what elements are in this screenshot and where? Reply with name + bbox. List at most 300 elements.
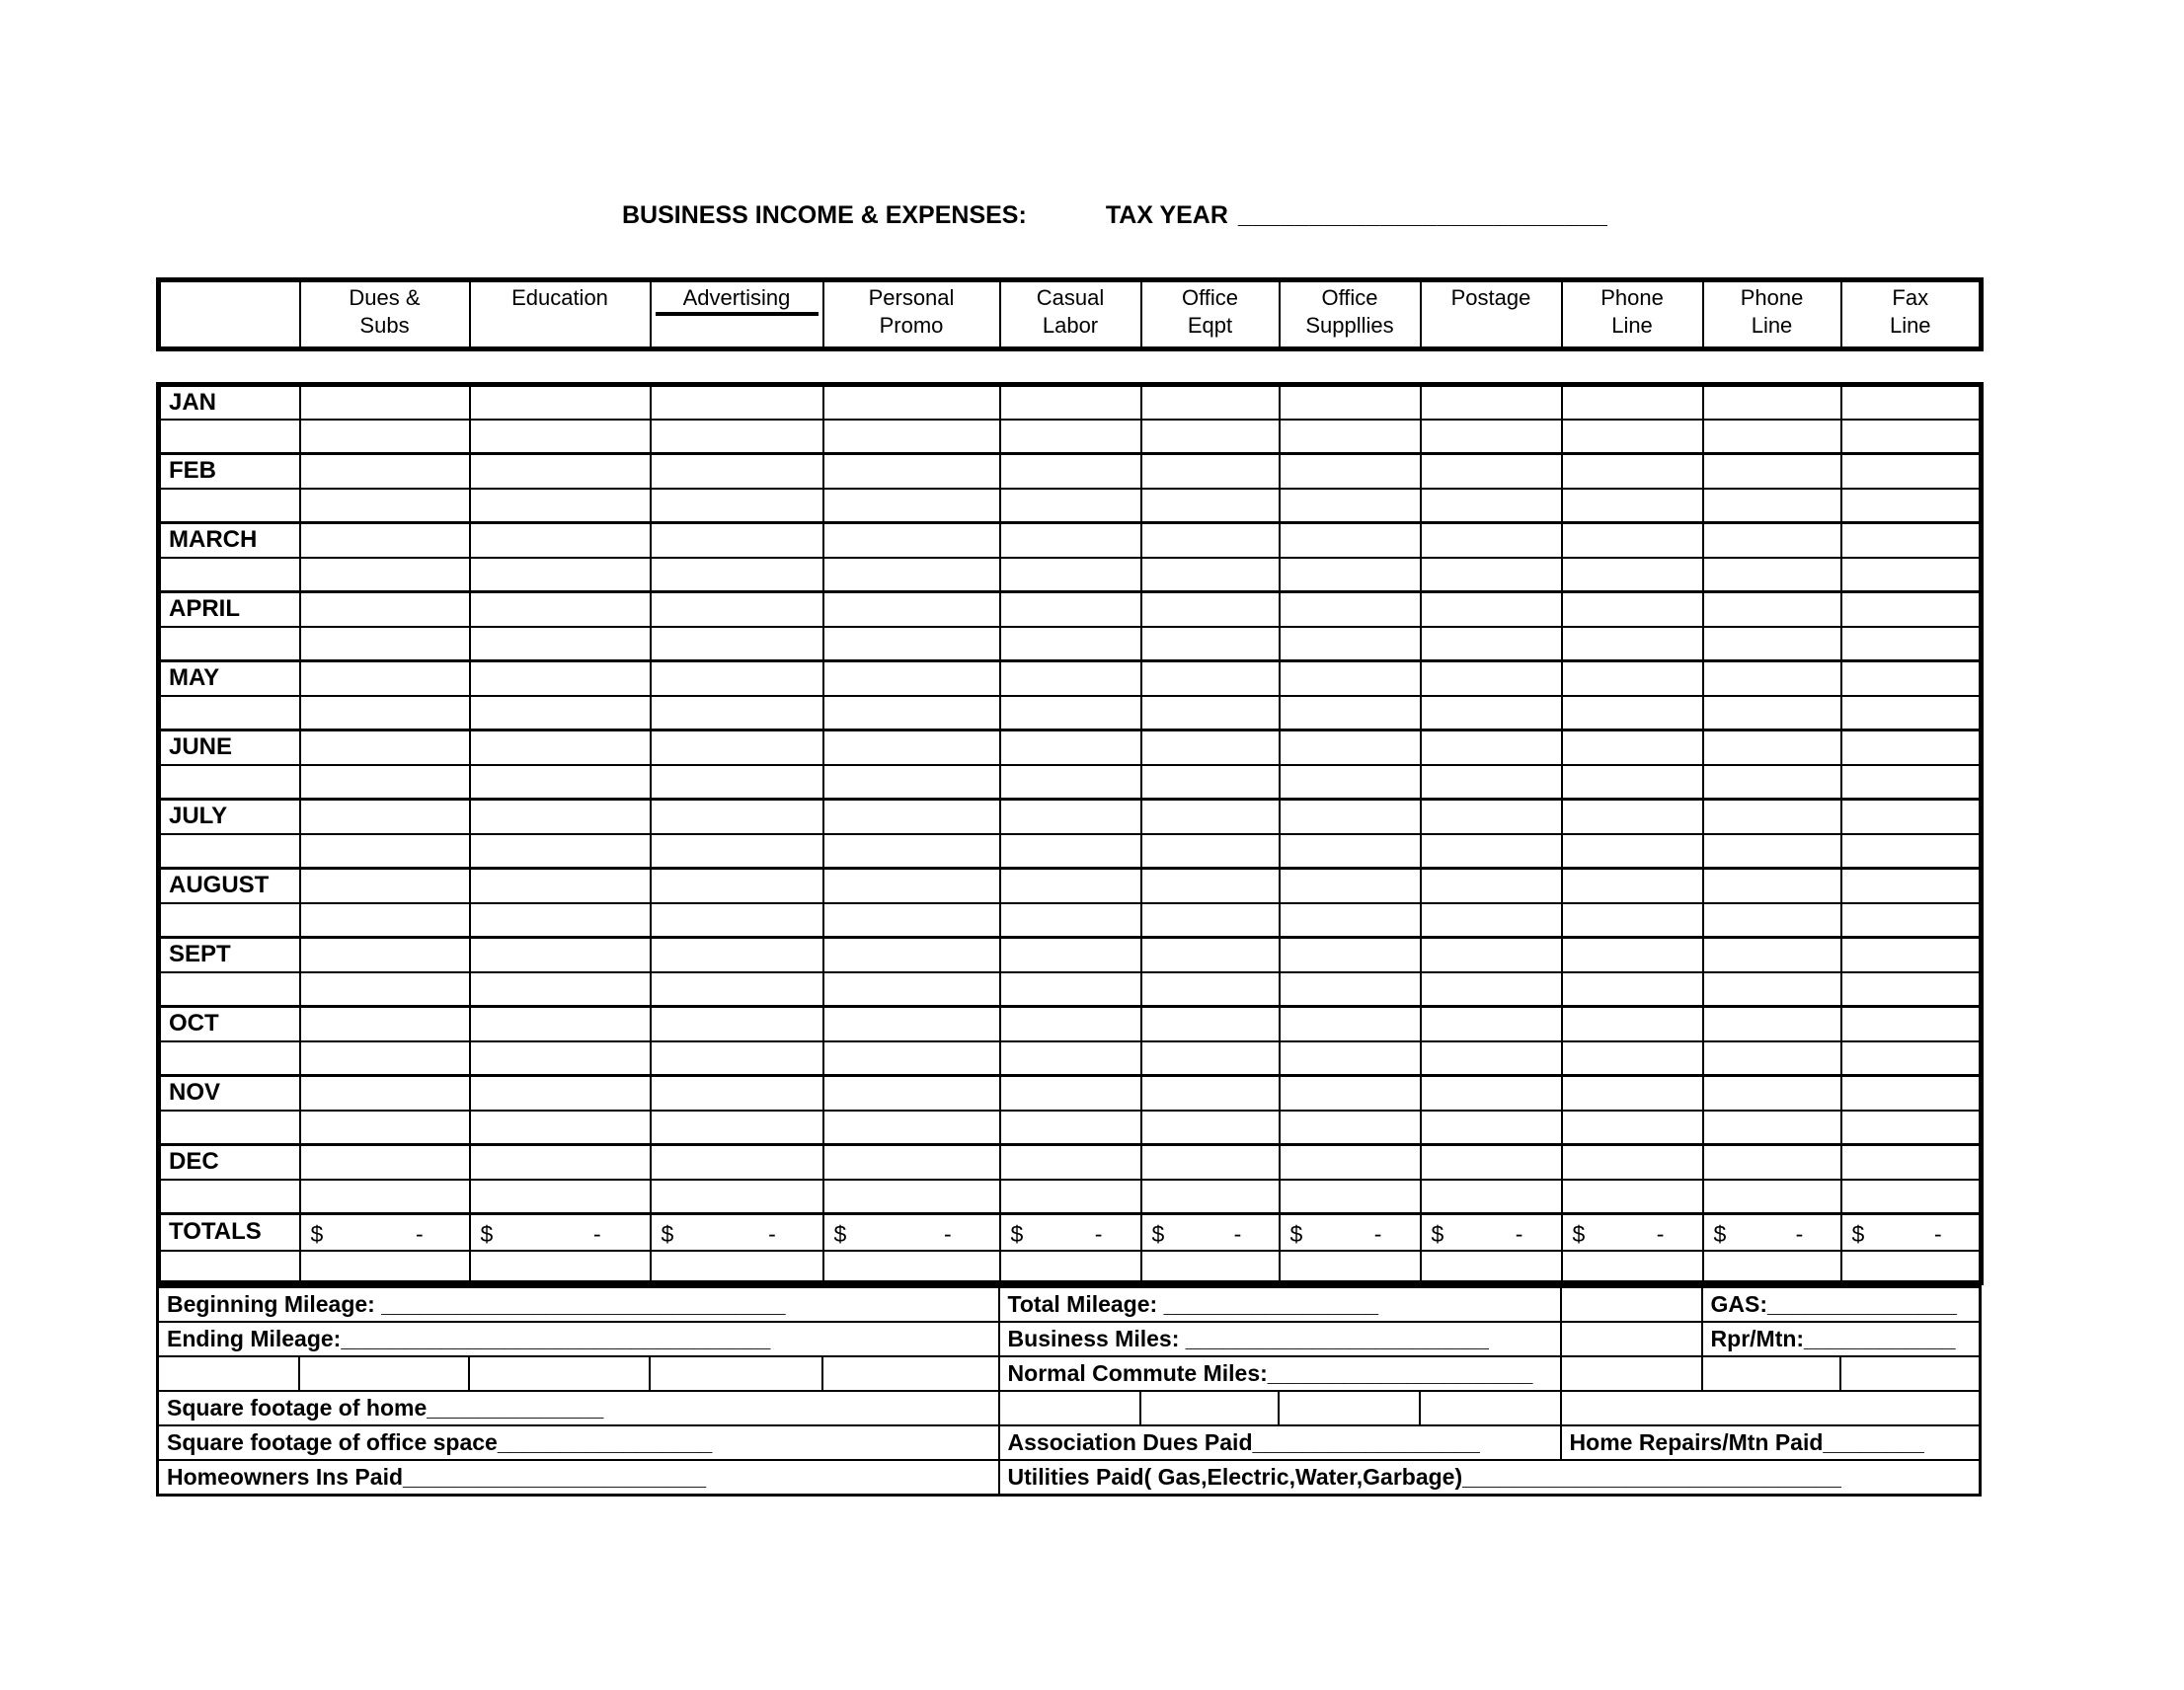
grid-cell xyxy=(1141,730,1280,765)
grid-cell xyxy=(1703,1076,1841,1111)
blank-row xyxy=(159,1251,1982,1283)
grid-cell xyxy=(1703,800,1841,834)
currency-symbol: $ xyxy=(480,1220,494,1247)
month-label: FEB xyxy=(159,454,300,489)
currency-symbol: $ xyxy=(1151,1220,1165,1247)
grid-cell xyxy=(1000,1007,1141,1041)
grid-cell xyxy=(1703,454,1841,489)
totals-row xyxy=(159,1214,1982,1251)
title-row xyxy=(622,201,1607,230)
grid-cell xyxy=(1841,800,1982,834)
grid-cell xyxy=(300,834,470,869)
column-header-dues-subs xyxy=(300,280,470,349)
column-header-line1: Office xyxy=(1321,285,1378,310)
column-header-office-eqpt xyxy=(1141,280,1280,349)
grid-cell xyxy=(1421,1145,1562,1180)
month-subrow xyxy=(159,1111,1982,1145)
grid-cell xyxy=(1141,1145,1280,1180)
empty-cell xyxy=(1561,1322,1702,1356)
month-subrow xyxy=(159,903,1982,938)
month-label: JULY xyxy=(159,800,300,834)
total-value: - xyxy=(592,1220,601,1247)
column-header-line1: Phone xyxy=(1740,285,1804,310)
grid-cell xyxy=(1703,558,1841,592)
month-label: MAY xyxy=(159,661,300,696)
grid-cell xyxy=(1000,1251,1141,1283)
grid-cell xyxy=(823,903,1000,938)
grid-cell xyxy=(1421,1007,1562,1041)
column-header-line2: Subs xyxy=(359,313,410,338)
grid-cell xyxy=(1562,1251,1703,1283)
beginning-mileage-field: Beginning Mileage: ________________________________ xyxy=(158,1287,999,1323)
empty-cell xyxy=(1420,1391,1561,1425)
grid-cell xyxy=(1280,869,1421,903)
grid-cell xyxy=(1841,869,1982,903)
month-label: APRIL xyxy=(159,592,300,627)
grid-cell xyxy=(1703,627,1841,661)
empty-cell xyxy=(1140,1391,1279,1425)
grid-cell xyxy=(651,730,823,765)
grid-cell xyxy=(651,385,823,420)
grid-cell xyxy=(1562,489,1703,523)
empty-cell xyxy=(299,1356,469,1391)
grid-cell xyxy=(159,1180,300,1214)
grid-cell xyxy=(300,1251,470,1283)
grid-cell xyxy=(651,1111,823,1145)
grid-cell xyxy=(1703,489,1841,523)
normal-commute-miles-field: Normal Commute Miles:_____________________ xyxy=(999,1356,1561,1391)
grid-cell xyxy=(1421,765,1562,800)
grid-cell xyxy=(823,489,1000,523)
grid-cell xyxy=(1280,1076,1421,1111)
column-header-line1: Dues & xyxy=(349,285,421,310)
column-header-line2: Eqpt xyxy=(1187,313,1233,338)
grid-cell xyxy=(1421,1111,1562,1145)
grid-cell xyxy=(1421,1180,1562,1214)
grid-cell xyxy=(823,627,1000,661)
month-row xyxy=(159,592,1982,627)
column-header-line2: Promo xyxy=(879,313,944,338)
grid-cell xyxy=(300,420,470,454)
grid-cell xyxy=(1280,800,1421,834)
total-value: - xyxy=(1656,1220,1665,1247)
grid-cell xyxy=(1141,800,1280,834)
grid-cell xyxy=(1141,523,1280,558)
grid-cell xyxy=(1562,523,1703,558)
month-label: JUNE xyxy=(159,730,300,765)
currency-symbol: $ xyxy=(1851,1220,1865,1247)
currency-symbol: $ xyxy=(1431,1220,1444,1247)
grid-cell xyxy=(1141,696,1280,730)
grid-cell xyxy=(1280,592,1421,627)
grid-cell xyxy=(1280,558,1421,592)
corner-cell xyxy=(159,280,300,349)
total-cell xyxy=(1280,1214,1421,1251)
empty-cell xyxy=(999,1391,1140,1425)
grid-cell xyxy=(300,696,470,730)
total-cell xyxy=(300,1214,470,1251)
grid-cell xyxy=(651,420,823,454)
empty-cell xyxy=(1279,1391,1420,1425)
grid-cell xyxy=(1841,454,1982,489)
grid-cell xyxy=(1280,385,1421,420)
grid-cell xyxy=(470,420,651,454)
month-subrow xyxy=(159,558,1982,592)
grid-cell xyxy=(1141,454,1280,489)
grid-cell xyxy=(1703,523,1841,558)
grid-cell xyxy=(159,627,300,661)
grid-cell xyxy=(470,489,651,523)
grid-cell xyxy=(470,385,651,420)
ending-mileage-field: Ending Mileage:__________________________________ xyxy=(158,1322,999,1356)
grid-cell xyxy=(823,972,1000,1007)
grid-cell xyxy=(1703,385,1841,420)
empty-cell xyxy=(822,1356,999,1391)
month-label: AUGUST xyxy=(159,869,300,903)
grid-cell xyxy=(1421,1041,1562,1076)
grid-cell xyxy=(1421,834,1562,869)
grid-cell xyxy=(159,903,300,938)
grid-cell xyxy=(1421,869,1562,903)
grid-cell xyxy=(1841,834,1982,869)
column-header-advertising xyxy=(651,280,823,349)
grid-cell xyxy=(1000,1111,1141,1145)
grid-cell xyxy=(1000,420,1141,454)
grid-cell xyxy=(1841,903,1982,938)
month-row xyxy=(159,1007,1982,1041)
column-header-line1: Personal xyxy=(868,285,955,310)
grid-cell xyxy=(1562,1145,1703,1180)
month-subrow xyxy=(159,1041,1982,1076)
currency-symbol: $ xyxy=(1289,1220,1303,1247)
month-subrow xyxy=(159,1180,1982,1214)
grid-cell xyxy=(1280,834,1421,869)
grid-cell xyxy=(1280,972,1421,1007)
grid-cell xyxy=(1703,869,1841,903)
empty-cell xyxy=(1561,1391,1981,1425)
grid-cell xyxy=(1841,1251,1982,1283)
grid-cell xyxy=(470,869,651,903)
total-value: - xyxy=(944,1220,952,1247)
empty-cell xyxy=(1561,1356,1702,1391)
empty-cell xyxy=(469,1356,650,1391)
month-row xyxy=(159,523,1982,558)
grid-cell xyxy=(1141,1180,1280,1214)
grid-cell xyxy=(300,1041,470,1076)
column-header-line1: Education xyxy=(511,285,608,310)
currency-symbol: $ xyxy=(833,1220,847,1247)
total-value: - xyxy=(1795,1220,1804,1247)
grid-cell xyxy=(1562,972,1703,1007)
grid-cell xyxy=(300,489,470,523)
footer-row-mileage-2 xyxy=(158,1322,1981,1356)
column-header-line1: Office xyxy=(1181,285,1239,310)
grid-cell xyxy=(1703,1145,1841,1180)
grid-cell xyxy=(470,938,651,972)
footer-row-sqft-home xyxy=(158,1391,1981,1425)
grid-cell xyxy=(1421,730,1562,765)
header-row xyxy=(159,280,1982,349)
grid-cell xyxy=(823,1076,1000,1111)
grid-cell xyxy=(823,385,1000,420)
grid-cell xyxy=(1000,938,1141,972)
grid-cell xyxy=(1703,903,1841,938)
grid-cell xyxy=(1841,489,1982,523)
grid-cell xyxy=(1141,972,1280,1007)
grid-cell xyxy=(1000,696,1141,730)
grid-cell xyxy=(1703,1111,1841,1145)
grid-cell xyxy=(1562,730,1703,765)
month-row xyxy=(159,869,1982,903)
grid-cell xyxy=(823,869,1000,903)
month-subrow xyxy=(159,627,1982,661)
grid-cell xyxy=(1141,903,1280,938)
grid-cell xyxy=(1000,1145,1141,1180)
grid-cell xyxy=(1703,1041,1841,1076)
grid-cell xyxy=(1000,385,1141,420)
column-header-office-supplies xyxy=(1280,280,1421,349)
month-label: MARCH xyxy=(159,523,300,558)
grid-cell xyxy=(651,661,823,696)
month-subrow xyxy=(159,834,1982,869)
footer-row-insurance-utilities xyxy=(158,1460,1981,1496)
grid-cell xyxy=(300,1007,470,1041)
grid-cell xyxy=(1280,1145,1421,1180)
currency-symbol: $ xyxy=(1713,1220,1727,1247)
grid-cell xyxy=(1703,661,1841,696)
total-cell xyxy=(1000,1214,1141,1251)
grid-cell xyxy=(1841,696,1982,730)
tax-year-blank-line: __________________________ xyxy=(1237,201,1608,229)
grid-cell xyxy=(1562,454,1703,489)
grid-cell xyxy=(823,1111,1000,1145)
grid-cell xyxy=(1562,558,1703,592)
grid-cell xyxy=(1000,523,1141,558)
square-footage-office-field: Square footage of office space_________________ xyxy=(158,1425,999,1460)
grid-cell xyxy=(823,1180,1000,1214)
grid-cell xyxy=(1703,1180,1841,1214)
month-label: OCT xyxy=(159,1007,300,1041)
grid-cell xyxy=(470,834,651,869)
column-header-line1: Postage xyxy=(1450,285,1531,310)
grid-cell xyxy=(1703,592,1841,627)
grid-cell xyxy=(1421,1076,1562,1111)
grid-cell xyxy=(1703,972,1841,1007)
grid-cell xyxy=(1141,1111,1280,1145)
grid-cell xyxy=(823,765,1000,800)
grid-cell xyxy=(1141,420,1280,454)
grid-cell xyxy=(159,489,300,523)
grid-cell xyxy=(823,696,1000,730)
grid-cell xyxy=(823,800,1000,834)
grid-cell xyxy=(1562,420,1703,454)
grid-cell xyxy=(1703,420,1841,454)
column-header-line2: Line xyxy=(1889,313,1931,338)
grid-cell xyxy=(1562,938,1703,972)
total-value: - xyxy=(1094,1220,1103,1247)
grid-cell xyxy=(651,696,823,730)
grid-cell xyxy=(159,420,300,454)
empty-cell xyxy=(1702,1356,1840,1391)
grid-cell xyxy=(1703,696,1841,730)
grid-cell xyxy=(1841,1111,1982,1145)
grid-cell xyxy=(300,730,470,765)
grid-cell xyxy=(1280,765,1421,800)
grid-cell xyxy=(1280,1180,1421,1214)
month-row xyxy=(159,1076,1982,1111)
grid-cell xyxy=(1562,696,1703,730)
grid-cell xyxy=(300,972,470,1007)
currency-symbol: $ xyxy=(1572,1220,1586,1247)
grid-cell xyxy=(1000,627,1141,661)
grid-cell xyxy=(823,730,1000,765)
grid-cell xyxy=(1000,730,1141,765)
grid-cell xyxy=(1000,800,1141,834)
grid-cell xyxy=(651,558,823,592)
grid-cell xyxy=(1000,558,1141,592)
grid-cell xyxy=(470,1111,651,1145)
grid-cell xyxy=(823,938,1000,972)
column-header-casual-labor xyxy=(1000,280,1141,349)
total-cell xyxy=(470,1214,651,1251)
grid-cell xyxy=(1421,558,1562,592)
grid-cell xyxy=(823,1041,1000,1076)
month-label: DEC xyxy=(159,1145,300,1180)
column-header-line1: Fax xyxy=(1892,285,1929,310)
grid-cell xyxy=(823,454,1000,489)
grid-cell xyxy=(1280,489,1421,523)
monthly-expense-grid xyxy=(156,382,1984,1285)
grid-cell xyxy=(1562,834,1703,869)
column-header-line2: Labor xyxy=(1042,313,1099,338)
grid-cell xyxy=(1141,869,1280,903)
grid-cell xyxy=(823,661,1000,696)
grid-cell xyxy=(1841,627,1982,661)
grid-cell xyxy=(651,454,823,489)
grid-cell xyxy=(1000,972,1141,1007)
grid-cell xyxy=(651,1007,823,1041)
grid-cell xyxy=(159,558,300,592)
grid-cell xyxy=(470,972,651,1007)
total-value: - xyxy=(768,1220,776,1247)
grid-cell xyxy=(470,800,651,834)
grid-cell xyxy=(1841,1145,1982,1180)
grid-cell xyxy=(1562,869,1703,903)
rpr-mtn-field: Rpr/Mtn:____________ xyxy=(1702,1322,1981,1356)
grid-cell xyxy=(159,1251,300,1283)
grid-cell xyxy=(1703,730,1841,765)
grid-cell xyxy=(1141,1251,1280,1283)
grid-cell xyxy=(1841,523,1982,558)
grid-cell xyxy=(1562,627,1703,661)
column-header-line2: Line xyxy=(1751,313,1793,338)
grid-cell xyxy=(1000,661,1141,696)
grid-cell xyxy=(300,1145,470,1180)
total-value: - xyxy=(1373,1220,1382,1247)
grid-cell xyxy=(300,869,470,903)
grid-cell xyxy=(823,1007,1000,1041)
grid-cell xyxy=(651,938,823,972)
grid-cell xyxy=(159,1111,300,1145)
grid-cell xyxy=(300,454,470,489)
month-row xyxy=(159,661,1982,696)
grid-cell xyxy=(651,972,823,1007)
grid-cell xyxy=(1841,420,1982,454)
empty-cell xyxy=(650,1356,822,1391)
grid-cell xyxy=(823,420,1000,454)
grid-cell xyxy=(1841,1007,1982,1041)
grid-cell xyxy=(300,627,470,661)
grid-cell xyxy=(1421,800,1562,834)
total-value: - xyxy=(1933,1220,1942,1247)
month-row xyxy=(159,454,1982,489)
grid-cell xyxy=(1000,834,1141,869)
grid-cell xyxy=(1421,903,1562,938)
total-cell xyxy=(651,1214,823,1251)
grid-cell xyxy=(300,385,470,420)
grid-cell xyxy=(1000,592,1141,627)
grid-cell xyxy=(470,903,651,938)
grid-cell xyxy=(470,627,651,661)
grid-cell xyxy=(300,800,470,834)
grid-cell xyxy=(159,696,300,730)
association-dues-paid-field: Association Dues Paid__________________ xyxy=(999,1425,1561,1460)
grid-cell xyxy=(159,972,300,1007)
currency-symbol: $ xyxy=(310,1220,324,1247)
grid-cell xyxy=(300,1111,470,1145)
month-subrow xyxy=(159,489,1982,523)
month-label: NOV xyxy=(159,1076,300,1111)
grid-cell xyxy=(1841,558,1982,592)
grid-cell xyxy=(300,1076,470,1111)
total-value: - xyxy=(1233,1220,1242,1247)
grid-cell xyxy=(823,523,1000,558)
grid-cell xyxy=(1000,1041,1141,1076)
square-footage-home-field: Square footage of home______________ xyxy=(158,1391,999,1425)
grid-cell xyxy=(1421,1251,1562,1283)
month-label: JAN xyxy=(159,385,300,420)
grid-cell xyxy=(1841,592,1982,627)
grid-cell xyxy=(651,523,823,558)
grid-cell xyxy=(1562,765,1703,800)
grid-cell xyxy=(651,1180,823,1214)
grid-cell xyxy=(159,834,300,869)
grid-cell xyxy=(1141,1041,1280,1076)
grid-cell xyxy=(1841,938,1982,972)
footer-row-mileage-1 xyxy=(158,1287,1981,1323)
grid-cell xyxy=(651,869,823,903)
column-header-postage xyxy=(1421,280,1562,349)
grid-cell xyxy=(1000,869,1141,903)
empty-cell xyxy=(1561,1287,1702,1323)
grid-cell xyxy=(470,730,651,765)
grid-cell xyxy=(300,938,470,972)
column-header-line2: Line xyxy=(1611,313,1653,338)
grid-cell xyxy=(1562,1041,1703,1076)
grid-cell xyxy=(300,592,470,627)
grid-cell xyxy=(651,903,823,938)
column-header-line1: Phone xyxy=(1600,285,1664,310)
grid-cell xyxy=(1703,834,1841,869)
grid-cell xyxy=(1421,523,1562,558)
empty-cell xyxy=(158,1356,299,1391)
grid-cell xyxy=(1000,454,1141,489)
month-row xyxy=(159,385,1982,420)
grid-cell xyxy=(1703,1007,1841,1041)
grid-cell xyxy=(1841,1076,1982,1111)
grid-cell xyxy=(651,627,823,661)
month-row xyxy=(159,730,1982,765)
